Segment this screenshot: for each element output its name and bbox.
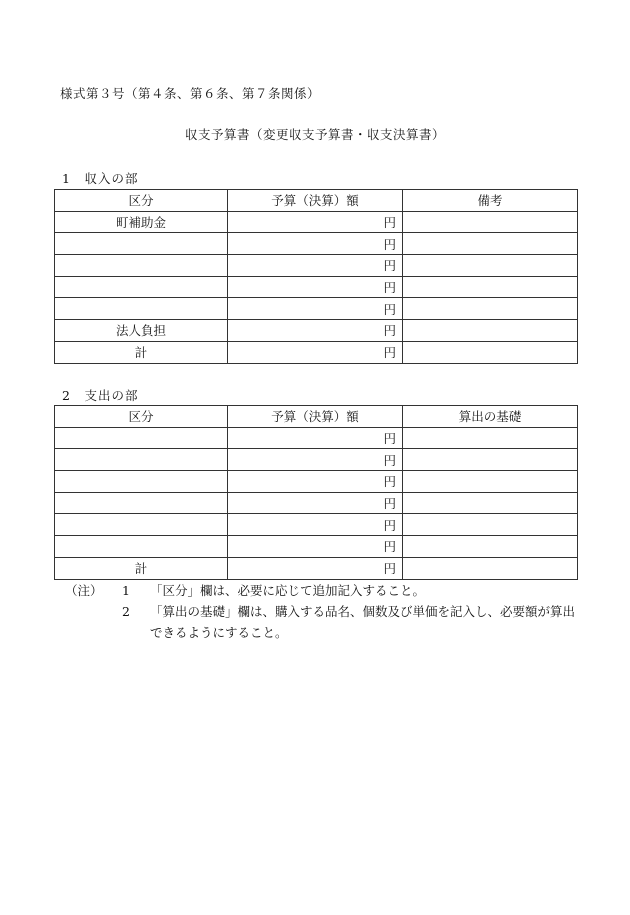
remarks-cell bbox=[403, 341, 578, 363]
income-body bbox=[55, 211, 578, 363]
category-cell bbox=[55, 492, 228, 514]
table-row bbox=[55, 514, 578, 536]
category-cell bbox=[55, 514, 228, 536]
table-row bbox=[55, 211, 578, 233]
remarks-cell bbox=[403, 471, 578, 493]
amount-cell: 円 bbox=[228, 492, 403, 514]
remarks-cell bbox=[403, 536, 578, 558]
note-item bbox=[65, 601, 585, 643]
amount-cell: 円 bbox=[228, 536, 403, 558]
expenditure-header-row bbox=[55, 406, 578, 428]
category-cell: 町補助金 bbox=[55, 211, 228, 233]
amount-cell: 円 bbox=[228, 320, 403, 342]
remarks-cell bbox=[403, 298, 578, 320]
amount-cell: 円 bbox=[228, 514, 403, 536]
remarks-cell bbox=[403, 514, 578, 536]
header-amount: 予算（決算）額 bbox=[228, 406, 403, 428]
category-cell bbox=[55, 427, 228, 449]
note-text: 「区分」欄は、必要に応じて追加記入すること。 bbox=[150, 583, 426, 598]
note-text: 「算出の基礎」欄は、購入する品名、個数及び単価を記入し、必要額が算出できるようにすること。 bbox=[150, 604, 576, 640]
header-category: 区分 bbox=[55, 190, 228, 212]
amount-cell: 円 bbox=[228, 341, 403, 363]
remarks-cell bbox=[403, 276, 578, 298]
header-remarks: 備考 bbox=[403, 190, 578, 212]
table-row bbox=[55, 449, 578, 471]
category-cell: 計 bbox=[55, 557, 228, 579]
expenditure-table bbox=[54, 405, 578, 580]
note-number: 1 bbox=[122, 583, 130, 598]
header-amount: 予算（決算）額 bbox=[228, 190, 403, 212]
category-cell bbox=[55, 233, 228, 255]
table-row bbox=[55, 233, 578, 255]
category-cell bbox=[55, 536, 228, 558]
table-row bbox=[55, 557, 578, 579]
table-row bbox=[55, 341, 578, 363]
income-header-row bbox=[55, 190, 578, 212]
table-row bbox=[55, 298, 578, 320]
document-title: 収支予算書（変更収支予算書・収支決算書） bbox=[184, 127, 445, 142]
remarks-cell bbox=[403, 255, 578, 277]
header-category: 区分 bbox=[55, 406, 228, 428]
remarks-cell bbox=[403, 492, 578, 514]
category-cell bbox=[55, 449, 228, 471]
amount-cell: 円 bbox=[228, 255, 403, 277]
table-row bbox=[55, 536, 578, 558]
amount-cell: 円 bbox=[228, 471, 403, 493]
remarks-cell bbox=[403, 557, 578, 579]
amount-cell: 円 bbox=[228, 427, 403, 449]
table-row bbox=[55, 492, 578, 514]
category-cell bbox=[55, 471, 228, 493]
table-row bbox=[55, 255, 578, 277]
income-table bbox=[54, 189, 578, 364]
remarks-cell bbox=[403, 211, 578, 233]
expenditure-section-heading: 2 支出の部 bbox=[62, 388, 139, 403]
table-row bbox=[55, 471, 578, 493]
category-cell: 計 bbox=[55, 341, 228, 363]
note-number: 2 bbox=[122, 604, 130, 619]
form-number: 様式第３号（第４条、第６条、第７条関係） bbox=[60, 86, 321, 101]
income-section-heading: 1 収入の部 bbox=[62, 171, 139, 186]
amount-cell: 円 bbox=[228, 276, 403, 298]
expenditure-body bbox=[55, 427, 578, 579]
note-item bbox=[65, 580, 585, 601]
remarks-cell bbox=[403, 320, 578, 342]
amount-cell: 円 bbox=[228, 233, 403, 255]
amount-cell: 円 bbox=[228, 298, 403, 320]
remarks-cell bbox=[403, 233, 578, 255]
remarks-cell bbox=[403, 427, 578, 449]
header-calculation-basis: 算出の基礎 bbox=[403, 406, 578, 428]
table-row bbox=[55, 427, 578, 449]
amount-cell: 円 bbox=[228, 449, 403, 471]
category-cell: 法人負担 bbox=[55, 320, 228, 342]
notes bbox=[65, 580, 585, 643]
table-row bbox=[55, 276, 578, 298]
table-row bbox=[55, 320, 578, 342]
category-cell bbox=[55, 276, 228, 298]
notes-label: （注） bbox=[65, 583, 103, 598]
amount-cell: 円 bbox=[228, 211, 403, 233]
category-cell bbox=[55, 298, 228, 320]
category-cell bbox=[55, 255, 228, 277]
remarks-cell bbox=[403, 449, 578, 471]
amount-cell: 円 bbox=[228, 557, 403, 579]
